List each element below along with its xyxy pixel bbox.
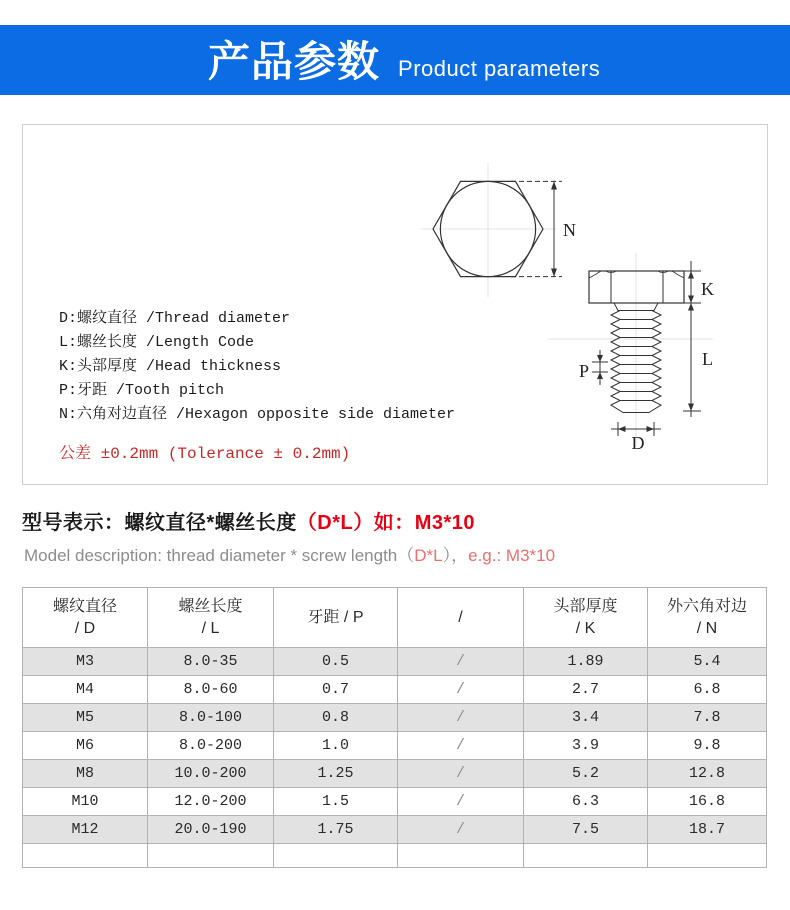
table-cell: 1.0 xyxy=(274,732,398,760)
table-cell: 5.4 xyxy=(648,648,767,676)
dim-label-p: P xyxy=(579,361,590,381)
table-cell: 7.5 xyxy=(524,816,648,844)
col-header-screw-length: 螺丝长度 / L xyxy=(148,588,274,648)
table-row-m12 xyxy=(23,816,767,844)
table-cell: 12.8 xyxy=(648,760,767,788)
table-cell: 0.8 xyxy=(274,704,398,732)
table-cell: M6 xyxy=(23,732,148,760)
banner-title-en: Product parameters xyxy=(398,56,601,81)
model-en-example: e.g.: M3*10 xyxy=(468,546,556,565)
table-cell: 6.3 xyxy=(524,788,648,816)
model-en-dl: D*L xyxy=(414,546,443,565)
table-cell: M5 xyxy=(23,704,148,732)
table-cell: / xyxy=(398,816,524,844)
model-en-comma: ， xyxy=(451,546,469,565)
table-cell: / xyxy=(398,732,524,760)
table-cell: 12.0-200 xyxy=(148,788,274,816)
table-row-m6 xyxy=(23,732,767,760)
table-cell: / xyxy=(398,676,524,704)
table-cell: M8 xyxy=(23,760,148,788)
table-cell: 10.0-200 xyxy=(148,760,274,788)
table-cell-empty xyxy=(398,844,524,868)
table-cell: 8.0-35 xyxy=(148,648,274,676)
table-cell: M3 xyxy=(23,648,148,676)
table-cell: 3.9 xyxy=(524,732,648,760)
model-description-zh xyxy=(22,506,475,535)
table-cell: M12 xyxy=(23,816,148,844)
table-cell: 7.8 xyxy=(648,704,767,732)
model-en-prefix: Model description: thread diameter * screw length xyxy=(24,546,398,565)
legend-line-d: D:螺纹直径 /Thread diameter xyxy=(59,310,291,327)
banner xyxy=(0,25,790,95)
table-cell: 2.7 xyxy=(524,676,648,704)
table-cell: 0.7 xyxy=(274,676,398,704)
table-row-m8 xyxy=(23,760,767,788)
diagram-panel xyxy=(22,124,768,485)
crosshair-lines xyxy=(421,163,713,447)
table-cell-empty xyxy=(148,844,274,868)
col-header-head-thickness: 头部厚度 / K xyxy=(524,588,648,648)
col-header-tooth-pitch: 牙距 / P xyxy=(274,588,398,648)
table-cell: M4 xyxy=(23,676,148,704)
table-cell: 18.7 xyxy=(648,816,767,844)
legend-line-p: P:牙距 /Tooth pitch xyxy=(59,382,225,399)
table-cell-empty xyxy=(274,844,398,868)
table-row-m5 xyxy=(23,704,767,732)
dimension-legend xyxy=(59,307,455,427)
table-cell: 1.89 xyxy=(524,648,648,676)
bolt-diagram xyxy=(23,125,767,484)
col-header-hex-across-flats: 外六角对边 / N xyxy=(648,588,767,648)
model-en-paren-open: （ xyxy=(397,546,415,565)
spec-table xyxy=(22,587,767,868)
legend-line-k: K:头部厚度 /Head thickness xyxy=(59,358,282,375)
model-zh-prefix: 型号表示：螺纹直径*螺丝长度 xyxy=(22,512,297,534)
table-cell: / xyxy=(398,760,524,788)
table-cell: M10 xyxy=(23,788,148,816)
table-row-empty xyxy=(23,844,767,868)
tolerance-note: 公差 ±0.2mm (Tolerance ± 0.2mm) xyxy=(59,445,351,463)
dim-label-n: N xyxy=(563,220,576,240)
table-cell: 8.0-100 xyxy=(148,704,274,732)
table-row-m10 xyxy=(23,788,767,816)
table-row-m3 xyxy=(23,648,767,676)
dim-label-k: K xyxy=(701,279,714,299)
table-cell: 3.4 xyxy=(524,704,648,732)
col-header-slash: / xyxy=(398,588,524,648)
table-cell-empty xyxy=(23,844,148,868)
dim-label-d: D xyxy=(631,433,645,453)
table-cell: 9.8 xyxy=(648,732,767,760)
legend-line-n: N:六角对边直径 /Hexagon opposite side diameter xyxy=(59,406,456,423)
table-cell: 0.5 xyxy=(274,648,398,676)
dim-n-arrow-bottom xyxy=(551,269,557,277)
table-row-m4 xyxy=(23,676,767,704)
table-cell: 5.2 xyxy=(524,760,648,788)
model-en-paren-close: ） xyxy=(442,546,452,565)
table-cell: / xyxy=(398,648,524,676)
table-cell: 20.0-190 xyxy=(148,816,274,844)
model-zh-red: （D*L）如：M3*10 xyxy=(296,512,476,534)
model-description-en xyxy=(24,541,555,566)
table-cell: 1.25 xyxy=(274,760,398,788)
table-cell-empty xyxy=(524,844,648,868)
table-cell: 1.75 xyxy=(274,816,398,844)
table-cell: / xyxy=(398,788,524,816)
col-header-thread-diameter: 螺纹直径 / D xyxy=(23,588,148,648)
table-cell-empty xyxy=(648,844,767,868)
legend-line-l: L:螺丝长度 /Length Code xyxy=(59,334,255,351)
table-cell: 1.5 xyxy=(274,788,398,816)
table-cell: 6.8 xyxy=(648,676,767,704)
table-cell: 16.8 xyxy=(648,788,767,816)
dim-n-arrow-top xyxy=(551,181,557,189)
table-cell: 8.0-200 xyxy=(148,732,274,760)
dim-label-l: L xyxy=(702,349,713,369)
spec-table-header-row xyxy=(23,588,767,648)
table-cell: / xyxy=(398,704,524,732)
table-cell: 8.0-60 xyxy=(148,676,274,704)
banner-title-zh: 产品参数 xyxy=(208,38,381,85)
